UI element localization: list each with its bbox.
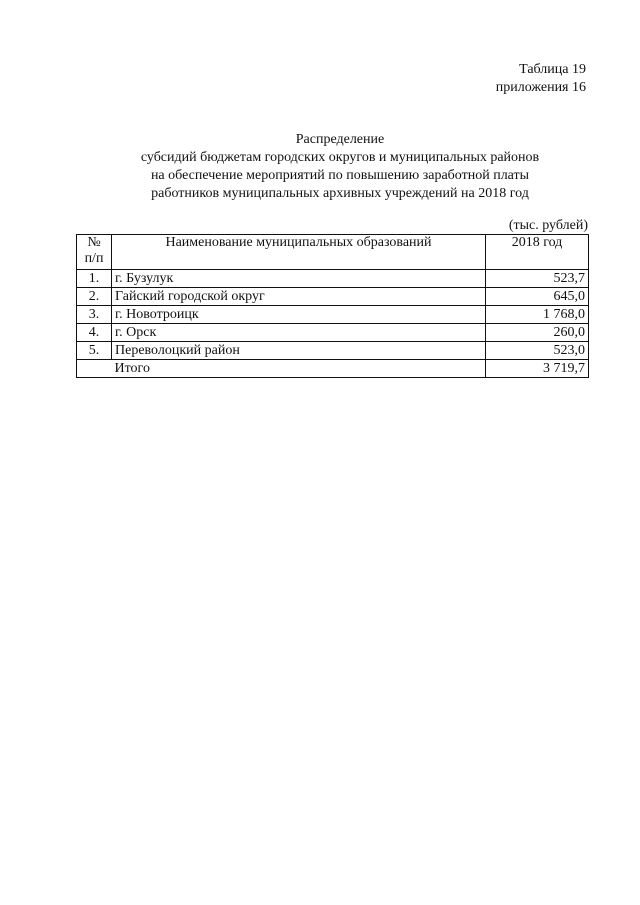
row-number: 4. bbox=[77, 324, 112, 342]
row-name: г. Бузулук bbox=[112, 270, 486, 288]
total-blank-cell bbox=[77, 360, 112, 378]
total-value: 3 719,7 bbox=[486, 360, 589, 378]
table-row bbox=[77, 288, 589, 306]
row-number: 1. bbox=[77, 270, 112, 288]
row-value: 523,0 bbox=[486, 342, 589, 360]
document-heading bbox=[90, 131, 590, 203]
row-name: г. Новотроицк bbox=[112, 306, 486, 324]
heading-line-2: субсидий бюджетам городских округов и муниципальных районов bbox=[140, 150, 540, 165]
table-row bbox=[77, 324, 589, 342]
row-name: г. Орск bbox=[112, 324, 486, 342]
header-name: Наименование муниципальных образований bbox=[112, 235, 486, 270]
header-number: № п/п bbox=[77, 235, 112, 270]
table-reference bbox=[496, 61, 586, 97]
units-label: (тыс. рублей) bbox=[508, 218, 588, 233]
row-number: 5. bbox=[77, 342, 112, 360]
row-value: 260,0 bbox=[486, 324, 589, 342]
table-row bbox=[77, 342, 589, 360]
row-number: 3. bbox=[77, 306, 112, 324]
table-number: Таблица 19 bbox=[519, 62, 586, 77]
distribution-table bbox=[76, 234, 589, 378]
row-value: 645,0 bbox=[486, 288, 589, 306]
table-row bbox=[77, 270, 589, 288]
table-row bbox=[77, 306, 589, 324]
heading-line-3: на обеспечение мероприятий по повышению заработной платы bbox=[150, 168, 530, 183]
row-name: Переволоцкий район bbox=[112, 342, 486, 360]
appendix-number: приложения 16 bbox=[495, 80, 586, 95]
row-value: 523,7 bbox=[486, 270, 589, 288]
total-label: Итого bbox=[112, 360, 486, 378]
row-name: Гайский городской округ bbox=[112, 288, 486, 306]
heading-line-4: работников муниципальных архивных учреждений на 2018 год bbox=[151, 186, 529, 201]
heading-line-1: Распределение bbox=[295, 132, 385, 147]
row-value: 1 768,0 bbox=[486, 306, 589, 324]
header-year: 2018 год bbox=[486, 235, 589, 270]
row-number: 2. bbox=[77, 288, 112, 306]
table-header-row bbox=[77, 235, 589, 270]
total-row bbox=[77, 360, 589, 378]
